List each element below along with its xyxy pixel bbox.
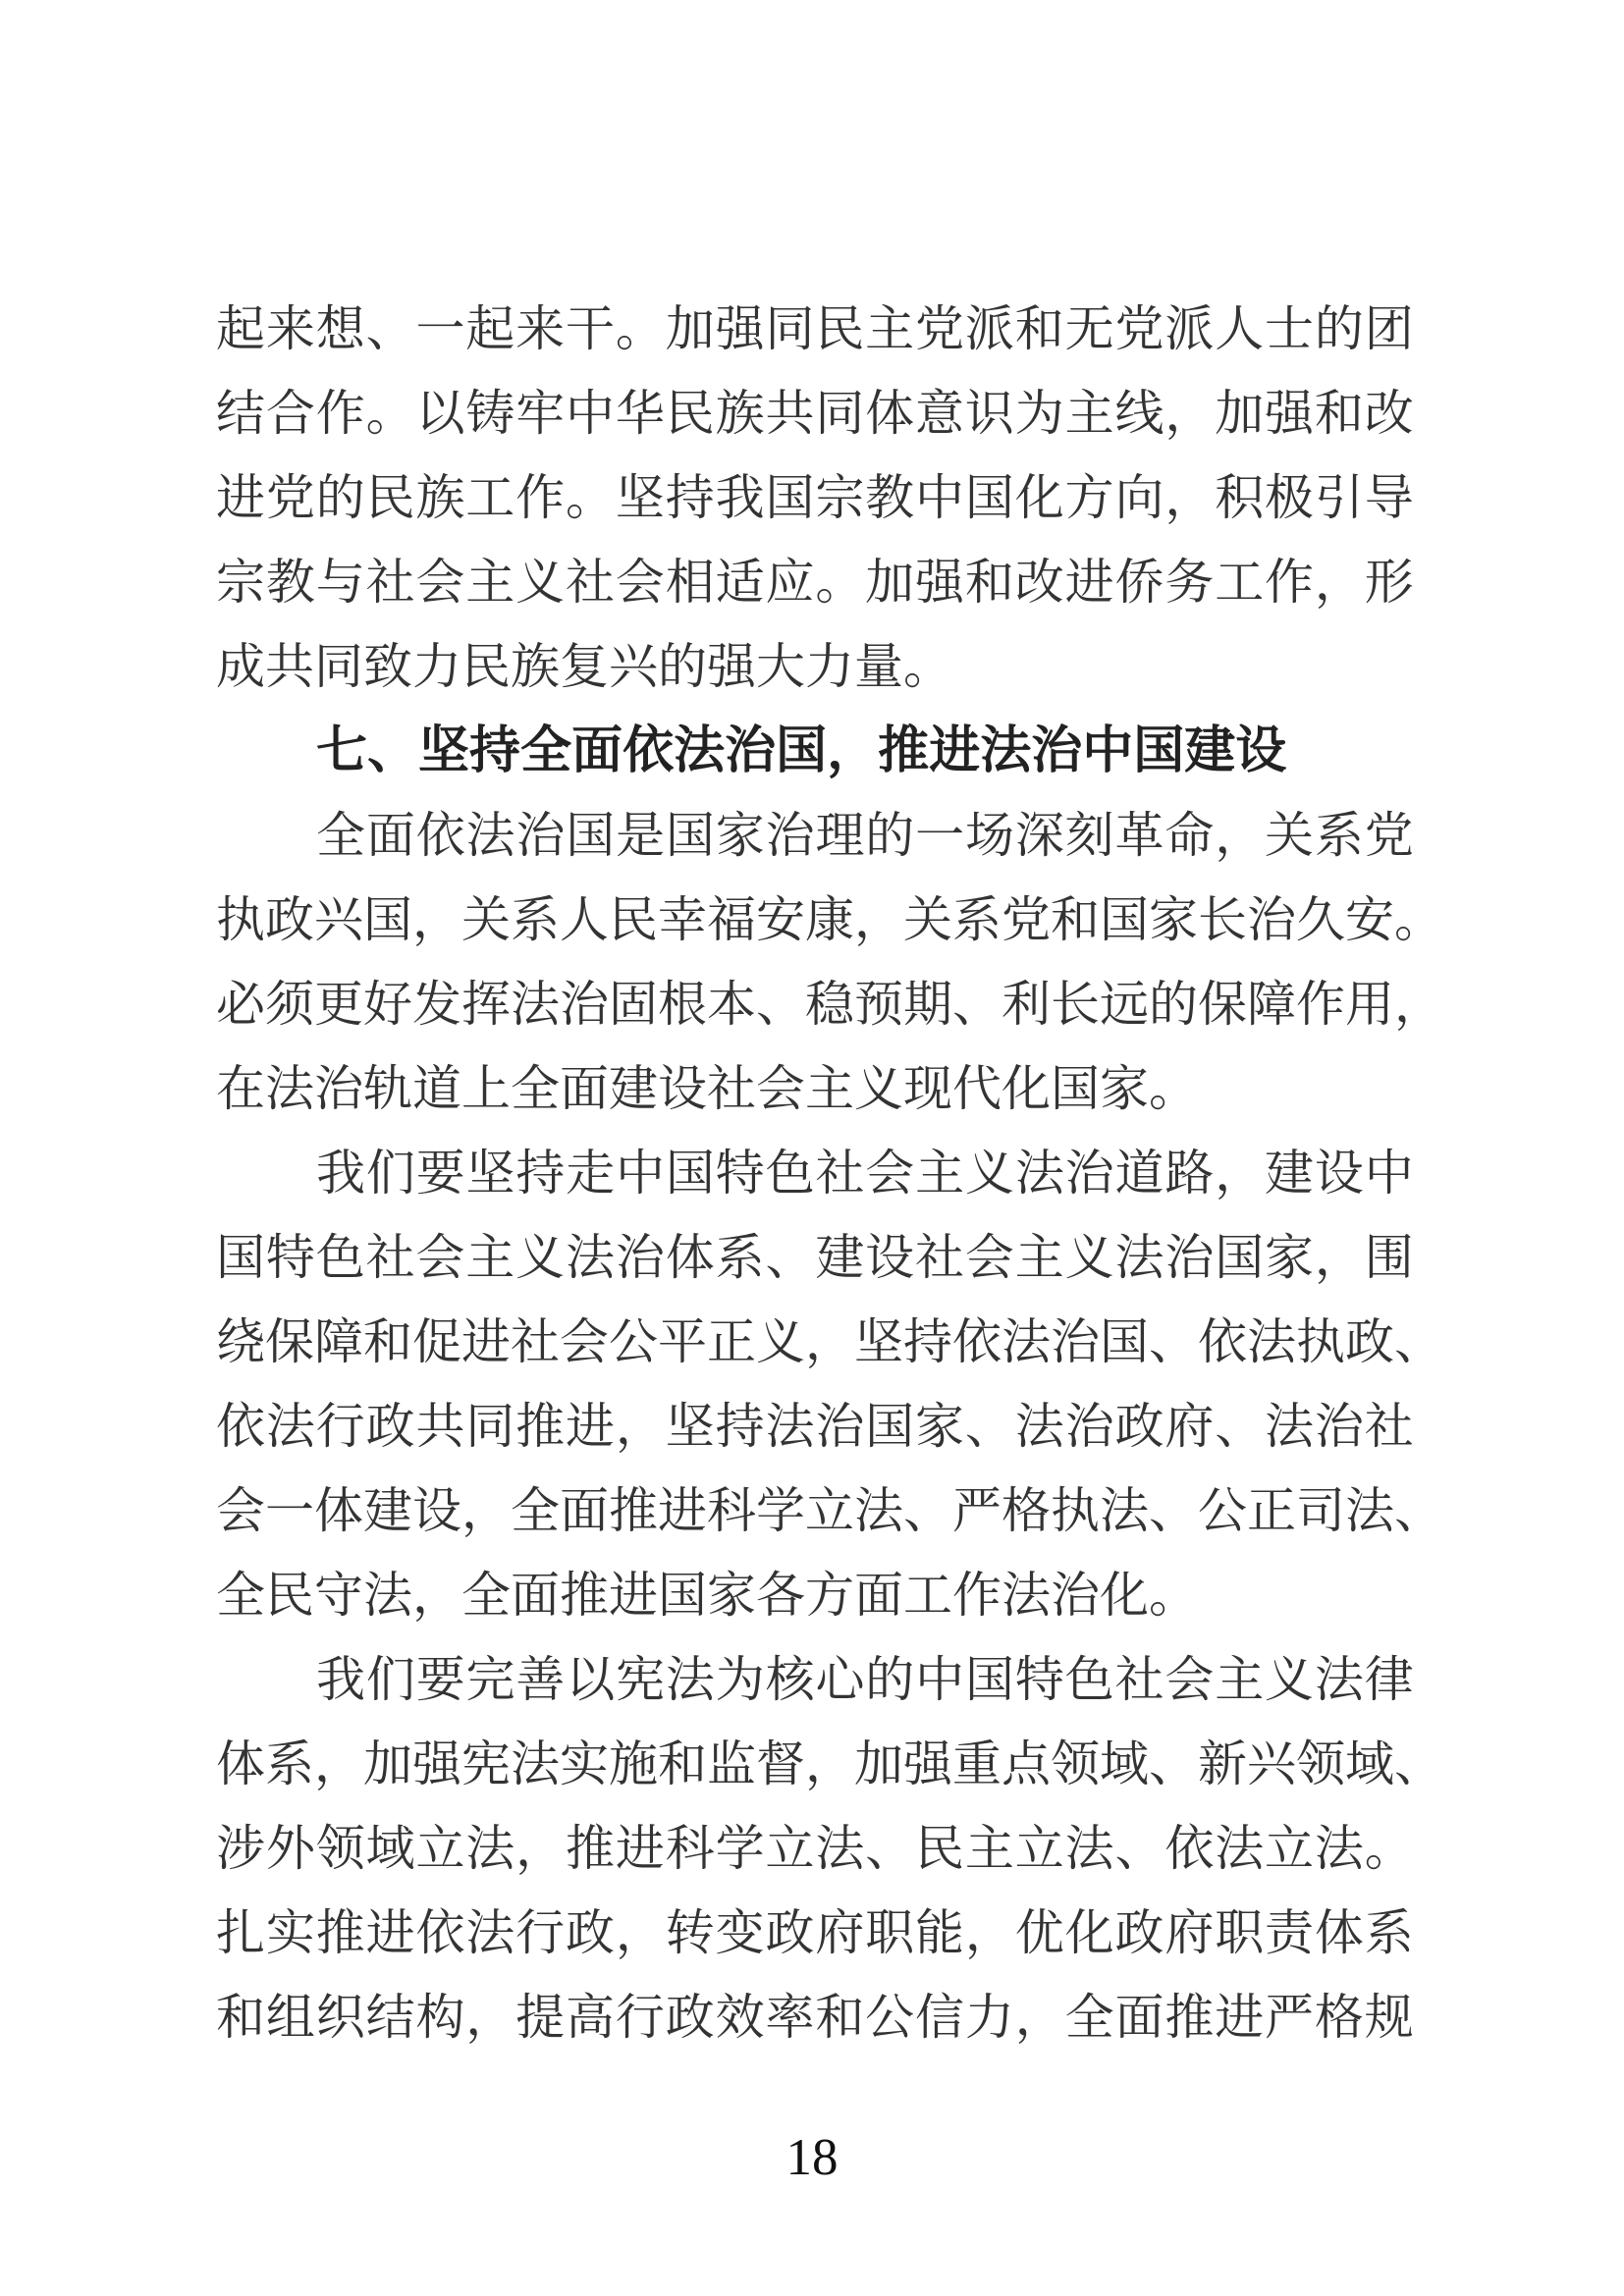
- text-line: 绕 保 障 和 促 进 社 会 公 平 正 义 ， 坚 持 依 法 治 国 、 依 法 执 政 、: [216, 1314, 1443, 1369]
- text-line: 必 须 更 好 发 挥 法 治 固 根 本 、 稳 预 期 、 利 长 远 的 保 障 作 用 ，: [216, 977, 1443, 1032]
- text-line: 体 系 ， 加 强 宪 法 实 施 和 监 督 ， 加 强 重 点 领 域 、 新 兴 领 域 、: [216, 1736, 1443, 1791]
- text-line: 结 合 作 。 以 铸 牢 中 华 民 族 共 同 体 意 识 为 主 线 ， 加 强 和 改: [216, 386, 1414, 441]
- section-heading: 七 、 坚 持 全 面 依 法 治 国 ， 推 进 法 治 中 国 建 设: [316, 722, 1287, 779]
- text-line: 全 面 依 法 治 国 是 国 家 治 理 的 一 场 深 刻 革 命 ， 关 系 党: [316, 808, 1414, 863]
- text-line: 宗 教 与 社 会 主 义 社 会 相 适 应 。 加 强 和 改 进 侨 务 工 作 ， 形: [216, 555, 1414, 610]
- page-number: 18: [785, 2129, 839, 2186]
- text-line: 会 一 体 建 设 ， 全 面 推 进 科 学 立 法 、 严 格 执 法 、 公 正 司 法 、: [216, 1483, 1443, 1538]
- paragraph-rule-of-law-path: [216, 1131, 1443, 1637]
- paragraph-united-front: [216, 287, 1414, 709]
- text-line: 国 特 色 社 会 主 义 法 治 体 系 、 建 设 社 会 主 义 法 治 国 家 ， 围: [216, 1230, 1414, 1285]
- text-line: 和 组 织 结 构 ， 提 高 行 政 效 率 和 公 信 力 ， 全 面 推 进 严 格 规: [216, 1990, 1414, 2045]
- paragraph-constitution-legal-system: [216, 1637, 1443, 2059]
- text-line: 依 法 行 政 共 同 推 进 ， 坚 持 法 治 国 家 、 法 治 政 府 、 法 治 社: [216, 1399, 1414, 1454]
- text-line: 我 们 要 坚 持 走 中 国 特 色 社 会 主 义 法 治 道 路 ， 建 设 中: [316, 1146, 1414, 1201]
- paragraph-rule-of-law-intro: [216, 793, 1443, 1131]
- text-line: 在 法 治 轨 道 上 全 面 建 设 社 会 主 义 现 代 化 国 家 。: [216, 1061, 1198, 1116]
- text-line: 进 党 的 民 族 工 作 。 坚 持 我 国 宗 教 中 国 化 方 向 ， 积 极 引 导: [216, 470, 1414, 525]
- text-line: 执 政 兴 国 ， 关 系 人 民 幸 福 安 康 ， 关 系 党 和 国 家 长 治 久 安 。: [216, 892, 1443, 947]
- text-line: 我 们 要 完 善 以 宪 法 为 核 心 的 中 国 特 色 社 会 主 义 法 律: [316, 1652, 1414, 1707]
- text-line: 涉 外 领 域 立 法 ， 推 进 科 学 立 法 、 民 主 立 法 、 依 法 立 法 。: [216, 1821, 1414, 1876]
- text-line: 扎 实 推 进 依 法 行 政 ， 转 变 政 府 职 能 ， 优 化 政 府 职 责 体 系: [216, 1905, 1414, 1960]
- text-line: 全 民 守 法 ， 全 面 推 进 国 家 各 方 面 工 作 法 治 化 。: [216, 1568, 1198, 1623]
- text-line: 成 共 同 致 力 民 族 复 兴 的 强 大 力 量 。: [216, 639, 952, 694]
- document-body: [216, 287, 1443, 2059]
- text-line: 起 来 想 、 一 起 来 干 。 加 强 同 民 主 党 派 和 无 党 派 人 士 的 团: [216, 301, 1414, 356]
